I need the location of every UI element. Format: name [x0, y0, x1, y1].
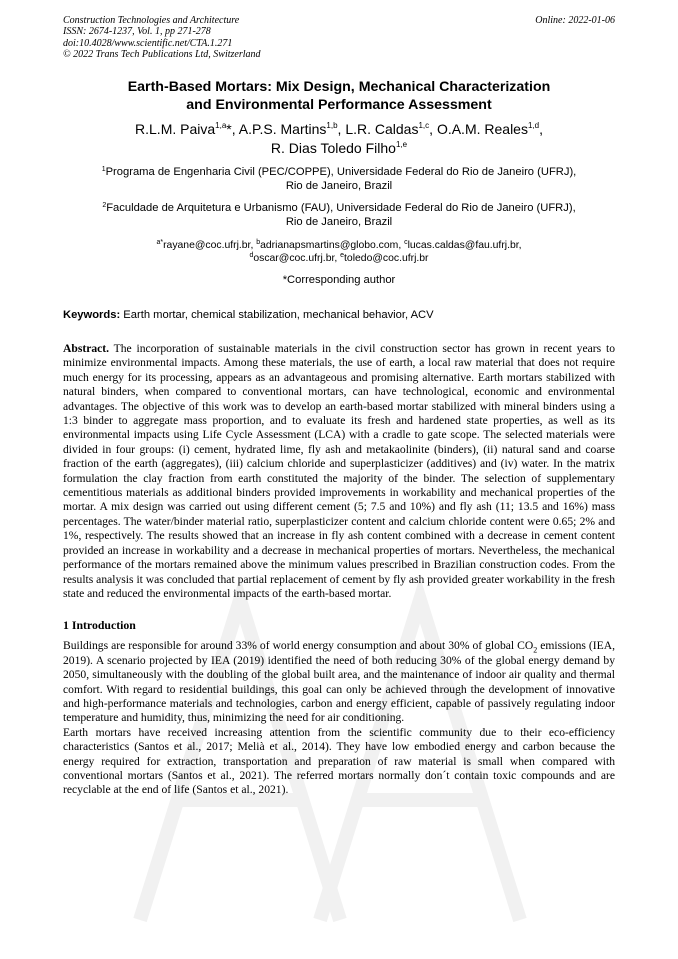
email-link[interactable]: toledo@coc.ufrj.br [344, 253, 429, 264]
paper-title [63, 78, 615, 114]
email-sup: d [249, 252, 254, 259]
affiliation-text: Programa de Engenharia Civil (PEC/COPPE), Universidade Federal do Rio de Janeiro (UFRJ), [105, 165, 577, 178]
email-link[interactable]: oscar@coc.ufrj.br, [253, 253, 341, 264]
author-name: O.A.M. Reales [436, 120, 528, 137]
author-name: L.R. Caldas [345, 120, 419, 137]
author-emails [63, 239, 615, 265]
author-name: R. Dias Toledo Filho [270, 139, 396, 156]
author-sep: , [337, 120, 346, 137]
keywords-label: Keywords: [63, 309, 121, 321]
email-sup: a* [156, 239, 164, 246]
paragraph-text: emissions (IEA, 2019). A scenario projected by IEA (2019) identified the need of both reducing 30% of the global energy demand by 2050, simultaneously with the doubling of the global built area, and the maintenance of indoor air quality and thermal comfort. With regard to residential buildings, this goal can only be achieved through the development of innovative and high-performance materials and technologies, carbon and energy efficient, capable of passively regulating indoor temperature and humidity, thus, minimizing the need for air conditioning. [63, 639, 615, 725]
subscript: 2 [533, 645, 538, 655]
issn: ISSN: 2674-1237, Vol. 1, pp 271-278 [63, 26, 211, 38]
affiliation-location: Rio de Janeiro, Brazil [285, 216, 393, 229]
affiliation-location: Rio de Janeiro, Brazil [285, 180, 393, 193]
paper-page [63, 15, 615, 798]
email-sup: c [404, 239, 408, 246]
keywords [63, 308, 615, 322]
journal-header [63, 15, 615, 61]
author-sup: 1,c [418, 120, 430, 130]
journal-name: Construction Technologies and Architecture [63, 15, 240, 26]
author-list [63, 120, 615, 158]
affiliation-2 [63, 201, 615, 230]
section-heading-introduction: 1 Introduction [63, 618, 136, 633]
abstract [63, 342, 615, 601]
affiliation-sup: 1 [101, 165, 106, 173]
author-sup: 1,b [326, 120, 338, 130]
keywords-text: Earth mortar, chemical stabilization, mechanical behavior, ACV [120, 309, 434, 321]
doi: doi:10.4028/www.scientific.net/CTA.1.271 [63, 37, 233, 49]
author-name: R.L.M. Paiva [135, 120, 216, 137]
copyright: © 2022 Trans Tech Publications Ltd, Switzerland [63, 49, 261, 61]
title-line-1: Earth-Based Mortars: Mix Design, Mechanical Characterization [127, 78, 551, 95]
email-link[interactable]: lucas.caldas@fau.ufrj.br, [407, 240, 522, 251]
email-link[interactable]: adrianapsmartins@globo.com, [260, 240, 405, 251]
affiliation-text: Faculdade de Arquitetura e Urbanismo (FAU), Universidade Federal do Rio de Janeiro (UFRJ), [106, 201, 576, 214]
author-sep: *, [226, 120, 239, 137]
email-link[interactable]: rayane@coc.ufrj.br, [163, 240, 257, 251]
author-sup: 1,d [527, 120, 540, 130]
online-date: Online: 2022-01-06 [535, 15, 615, 26]
author-sup: 1,a [215, 120, 227, 130]
intro-paragraph-2: Earth mortars have received increasing attention from the scientific community due to their eco-efficiency characteristics (Santos et al., 2017; Melià et al., 2014). They have low embodied energy and carbon because the energy required for extraction, transportation and preparation of raw material is small when compared with conventional mortars (Santos et al., 2021). The referred mortars normally don´t contain toxic compounds and are recyclable at the end of life (Santos et al., 2021). [63, 725, 615, 797]
email-sup: e [340, 252, 345, 259]
corresponding-author: *Corresponding author [282, 274, 396, 286]
title-line-2: and Environmental Performance Assessment [186, 96, 492, 113]
email-sup: b [256, 239, 261, 246]
author-sep: , [539, 120, 543, 137]
abstract-text: The incorporation of sustainable materials in the civil construction sector has grown in recent years to minimize environmental impacts. Among these materials, the use of earth, a local raw material that does not require much energy for its processing, appears as an advantageous and promising alternative. Earth mortars stabilized with natural binders, when compared to conventional mortars, can have technological, economic and environmental advantages. The objective of this work was to develop an earth-based mortar stabilized with mineral binders using a 1:3 binder to aggregate mass proportion, and to evaluate its fresh and hardened state properties, as well as its environmental impacts using Life Cycle Assessment (LCA) with a cradle to gate scope. The selected materials were divided in four groups: (i) cement, hydrated lime, fly ash and metakaolinite (binders), (ii) natural sand and coarse fraction of the earth (aggregates), (iii) calcium chloride and superplasticizer (additives) and (iv) water. In the matrix formulation the clay fraction from earth constituted the majority of the binder. The selection of supplementary cementitious materials as additional binders provided improvements in workability and mechanical properties of the mortar. A mix design was carried out using different cement (5; 7.5 and 10%) and fly ash (11; 13.5 and 16%) mass percentages. The water/binder material ratio, superplasticizer content and calcium chloride content were 0.65; 2% and 1%, respectively. The results showed that an increase in fly ash content combined with a decrease in cement content provided an increase in workability and a decrease in mechanical properties of mortars. Nevertheless, the mechanical performance of the mortars remained above the minimum values prescribed in Brazilian construction codes. From the results analysis it was concluded that partial replacement of cement by fly ash provided greater workability in the fresh state and reduced the environmental impacts of the earth-based mortar. [63, 342, 615, 600]
author-name: A.P.S. Martins [238, 120, 327, 137]
affiliation-1 [63, 165, 615, 194]
author-sup: 1,e [395, 139, 408, 149]
author-sep: , [429, 120, 437, 137]
paragraph-text: Buildings are responsible for around 33% of world energy consumption and about 30% of global CO [63, 639, 534, 653]
intro-paragraph-1 [63, 639, 615, 725]
affiliation-sup: 2 [102, 201, 107, 209]
abstract-label: Abstract. [63, 342, 110, 355]
